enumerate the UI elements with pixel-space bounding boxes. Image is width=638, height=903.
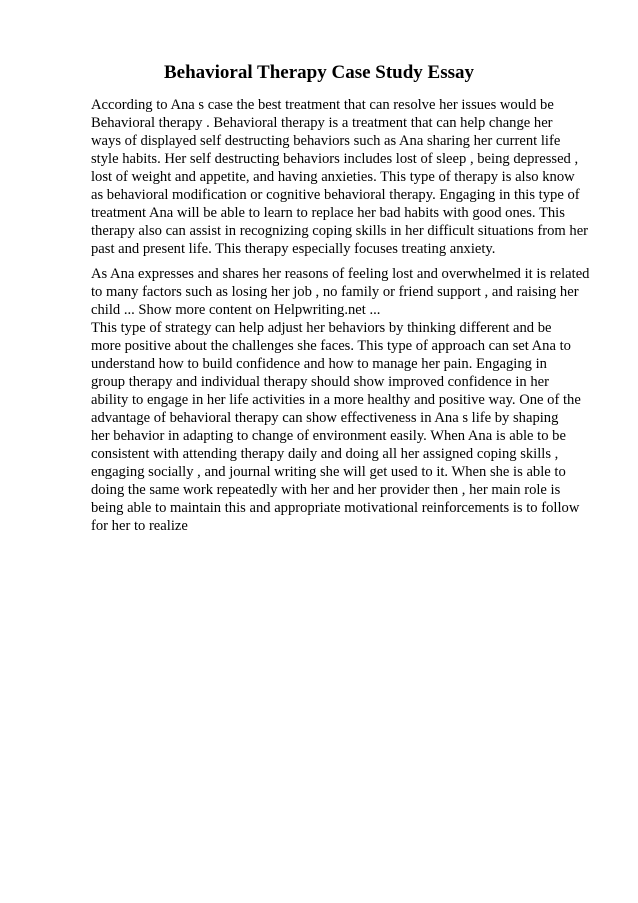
text-line: This type of strategy can help adjust her behaviors by thinking different and be bbox=[91, 320, 552, 336]
text-line: lost of weight and appetite, and having anxieties. This type of therapy is also know bbox=[91, 169, 575, 185]
text-line: her behavior in adapting to change of environment easily. When Ana is able to be bbox=[91, 428, 566, 444]
text-line: Behavioral therapy . Behavioral therapy is a treatment that can help change her bbox=[91, 115, 553, 131]
text-line: ways of displayed self destructing behaviors such as Ana sharing her current life bbox=[91, 133, 561, 149]
text-line: engaging socially , and journal writing she will get used to it. When she is able to bbox=[91, 464, 566, 480]
text-line: past and present life. This therapy especially focuses treating anxiety. bbox=[91, 241, 496, 257]
text-line: According to Ana s case the best treatment that can resolve her issues would be bbox=[91, 97, 554, 113]
text-line: style habits. Her self destructing behaviors includes lost of sleep , being depressed , bbox=[91, 151, 579, 167]
text-line: doing the same work repeatedly with her and her provider then , her main role is bbox=[91, 482, 561, 498]
text-line: treatment Ana will be able to learn to replace her bad habits with good ones. This bbox=[91, 205, 565, 221]
text-line: child ... Show more content on Helpwriting.net ... bbox=[91, 302, 381, 318]
text-line: for her to realize bbox=[91, 518, 188, 534]
text-line: group therapy and individual therapy should show improved confidence in her bbox=[91, 374, 549, 390]
text-line: advantage of behavioral therapy can show effectiveness in Ana s life by shaping bbox=[91, 410, 559, 426]
text-line: As Ana expresses and shares her reasons of feeling lost and overwhelmed it is related bbox=[91, 266, 590, 282]
text-line: to many factors such as losing her job , no family or friend support , and raising her bbox=[91, 284, 579, 300]
document-title: Behavioral Therapy Case Study Essay bbox=[163, 62, 475, 83]
text-line: being able to maintain this and appropriate motivational reinforcements is to follow bbox=[91, 500, 580, 516]
text-line: therapy also can assist in recognizing coping skills in her difficult situations from her bbox=[91, 223, 589, 239]
text-line: more positive about the challenges she faces. This type of approach can set Ana to bbox=[91, 338, 571, 354]
text-line: as behavioral modification or cognitive behavioral therapy. Engaging in this type of bbox=[91, 187, 580, 203]
text-line: consistent with attending therapy daily and doing all her assigned coping skills , bbox=[91, 446, 559, 462]
text-line: ability to engage in her life activities in a more healthy and positive way. One of the bbox=[91, 392, 581, 408]
text-line: understand how to build confidence and how to manage her pain. Engaging in bbox=[91, 356, 547, 372]
